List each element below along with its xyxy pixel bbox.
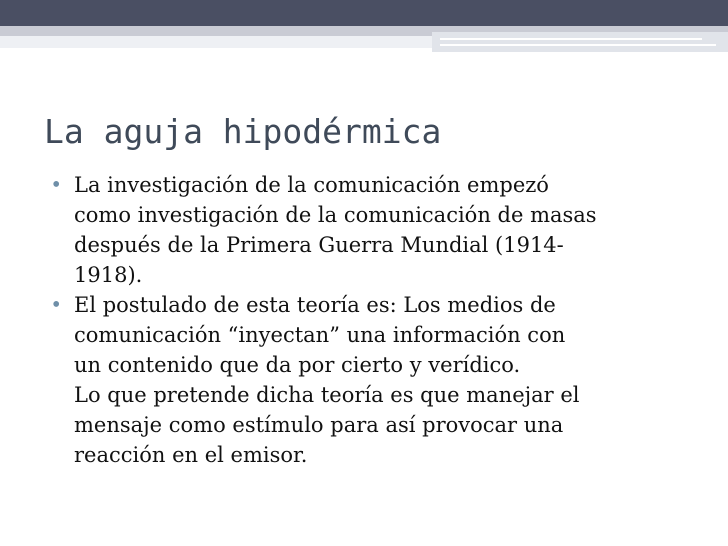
bullet-text: El postulado de esta teoría es: Los medios de comunicación “inyectan” una información con un contenido que da por cierto y verídico. Lo que pretende dicha teoría es que manejar el mensaje como estímulo para así provocar una reacción en el emisor. <box>74 293 580 467</box>
header-accent-line <box>440 38 702 40</box>
bullet-marker: • <box>52 292 61 318</box>
bullet-list <box>50 170 710 470</box>
header-accent-block <box>432 32 728 52</box>
bullet-item-1 <box>50 170 710 290</box>
header-band <box>0 0 728 26</box>
slide-title: La aguja hipodérmica <box>44 112 442 151</box>
bullet-text: La investigación de la comunicación empezó como investigación de la comunicación de masas después de la Primera Guerra Mundial (1914- 1918). <box>74 173 597 287</box>
bullet-marker: • <box>52 172 61 198</box>
header-accent-line <box>440 44 716 46</box>
bullet-item-2 <box>50 290 710 470</box>
